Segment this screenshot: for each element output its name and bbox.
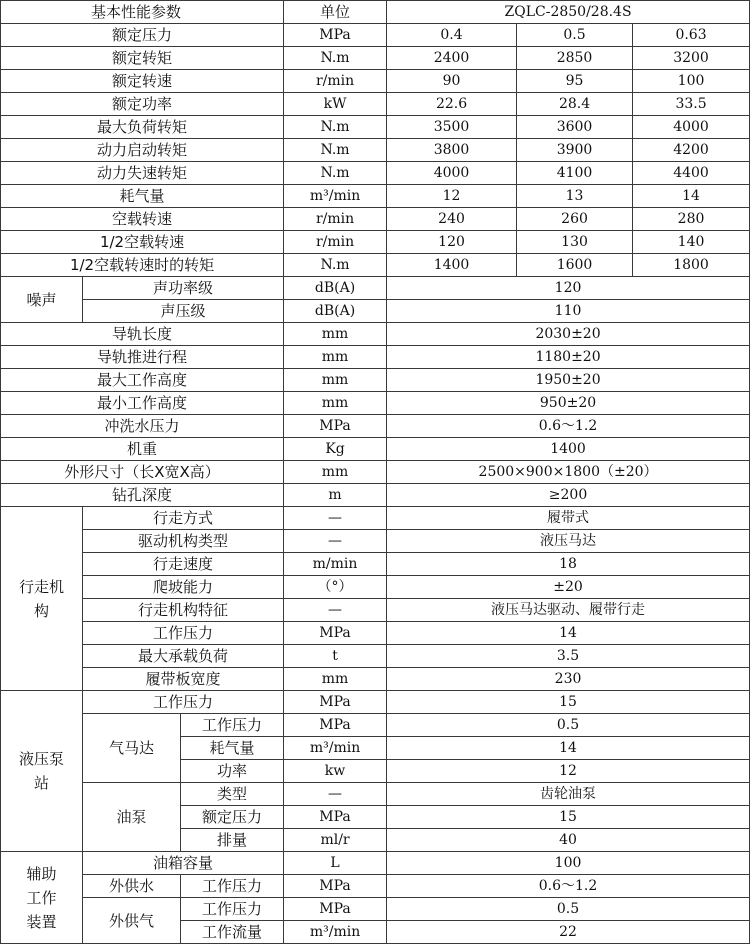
param-name: 行走方式 (83, 507, 284, 530)
param-value: 28.4 (517, 93, 633, 116)
param-unit: MPa (284, 415, 387, 438)
param-value: 950±20 (387, 392, 750, 415)
param-name: 爬坡能力 (83, 576, 284, 599)
param-name: 1/2空载转速 (1, 231, 284, 254)
travel-row (1, 645, 750, 668)
param-unit: mm (284, 346, 387, 369)
param-name: 最大负荷转矩 (1, 116, 284, 139)
param-name: 油箱容量 (83, 852, 284, 875)
param-unit: MPa (284, 806, 387, 829)
param-name: 工作压力 (181, 875, 284, 898)
param-unit: m³/min (284, 737, 387, 760)
param-value: 齿轮油泵 (387, 783, 750, 806)
param-name: 额定转矩 (1, 47, 284, 70)
param-unit: MPa (284, 898, 387, 921)
travel-row (1, 576, 750, 599)
param-value: 40 (387, 829, 750, 852)
perf-row (1, 139, 750, 162)
param-value: 130 (517, 231, 633, 254)
param-unit: MPa (284, 622, 387, 645)
param-unit: dB(A) (284, 277, 387, 300)
param-value: 4200 (633, 139, 750, 162)
param-name: 空载转速 (1, 208, 284, 231)
perf-row (1, 231, 750, 254)
param-name: 最大工作高度 (1, 369, 284, 392)
noise-row (1, 277, 750, 300)
perf-row (1, 185, 750, 208)
param-value: 4100 (517, 162, 633, 185)
perf-row (1, 24, 750, 47)
param-unit: N.m (284, 162, 387, 185)
sub-air-supply: 外供气 (83, 898, 181, 944)
param-value: 3500 (387, 116, 517, 139)
param-value: 90 (387, 70, 517, 93)
noise-row (1, 300, 750, 323)
aux-row (1, 898, 750, 921)
param-value: 3900 (517, 139, 633, 162)
param-name: 外形尺寸（长X宽X高） (1, 461, 284, 484)
param-value: 230 (387, 668, 750, 691)
param-unit: Kg (284, 438, 387, 461)
param-name: 动力启动转矩 (1, 139, 284, 162)
general-row (1, 415, 750, 438)
perf-row (1, 208, 750, 231)
param-value: 0.6～1.2 (387, 875, 750, 898)
param-unit: kw (284, 760, 387, 783)
param-name: 导轨推进行程 (1, 346, 284, 369)
perf-row (1, 47, 750, 70)
param-value: 14 (387, 737, 750, 760)
param-unit: dB(A) (284, 300, 387, 323)
param-value: 2400 (387, 47, 517, 70)
param-name: 排量 (181, 829, 284, 852)
param-unit: r/min (284, 208, 387, 231)
perf-row (1, 162, 750, 185)
sub-water-supply: 外供水 (83, 875, 181, 898)
param-value: 14 (633, 185, 750, 208)
param-unit: mm (284, 392, 387, 415)
param-value: 3800 (387, 139, 517, 162)
general-row (1, 438, 750, 461)
param-value: 22 (387, 921, 750, 944)
aux-row (1, 852, 750, 875)
general-row (1, 484, 750, 507)
param-value: 0.5 (387, 898, 750, 921)
param-name: 动力失速转矩 (1, 162, 284, 185)
param-unit: （°） (284, 576, 387, 599)
param-value: 33.5 (633, 93, 750, 116)
param-value: 15 (387, 806, 750, 829)
param-value: 3200 (633, 47, 750, 70)
param-unit: kW (284, 93, 387, 116)
param-unit: r/min (284, 231, 387, 254)
param-value: 120 (387, 231, 517, 254)
param-name: 行走速度 (83, 553, 284, 576)
param-value: 2030±20 (387, 323, 750, 346)
travel-row (1, 668, 750, 691)
travel-row (1, 530, 750, 553)
param-name: 额定功率 (1, 93, 284, 116)
param-value: 2850 (517, 47, 633, 70)
param-value: 140 (633, 231, 750, 254)
param-value: 3.5 (387, 645, 750, 668)
perf-row (1, 93, 750, 116)
sub-oil-pump: 油泵 (83, 783, 181, 852)
param-value: 0.63 (633, 24, 750, 47)
param-value: 4000 (387, 162, 517, 185)
param-value: 100 (633, 70, 750, 93)
param-value: 12 (387, 185, 517, 208)
param-name: 行走机构特征 (83, 599, 284, 622)
param-value: 1400 (387, 438, 750, 461)
param-unit: mm (284, 369, 387, 392)
param-name: 功率 (181, 760, 284, 783)
hydraulic-row (1, 691, 750, 714)
param-value: 0.5 (387, 714, 750, 737)
param-name: 钻孔深度 (1, 484, 284, 507)
param-value: ±20 (387, 576, 750, 599)
param-unit: MPa (284, 24, 387, 47)
param-value: 4000 (633, 116, 750, 139)
param-unit: N.m (284, 47, 387, 70)
travel-row (1, 599, 750, 622)
group-aux: 辅助工作装置 (1, 852, 83, 944)
param-name: 额定转速 (1, 70, 284, 93)
perf-row (1, 70, 750, 93)
general-row (1, 346, 750, 369)
header-unit: 单位 (284, 1, 387, 24)
param-name: 导轨长度 (1, 323, 284, 346)
param-unit: mm (284, 323, 387, 346)
param-value: 95 (517, 70, 633, 93)
param-value: 100 (387, 852, 750, 875)
param-unit: N.m (284, 254, 387, 277)
param-value: 液压马达驱动、履带行走 (387, 599, 750, 622)
aux-row (1, 875, 750, 898)
perf-row (1, 254, 750, 277)
param-name: 工作流量 (181, 921, 284, 944)
hydraulic-row (1, 714, 750, 737)
travel-row (1, 553, 750, 576)
header-param: 基本性能参数 (1, 1, 284, 24)
param-name: 最小工作高度 (1, 392, 284, 415)
group-noise: 噪声 (1, 277, 83, 323)
param-name: 驱动机构类型 (83, 530, 284, 553)
param-value: 260 (517, 208, 633, 231)
param-value: 履带式 (387, 507, 750, 530)
param-value: 12 (387, 760, 750, 783)
param-name: 机重 (1, 438, 284, 461)
param-value: 110 (387, 300, 750, 323)
param-value: 18 (387, 553, 750, 576)
param-value: 14 (387, 622, 750, 645)
param-unit: MPa (284, 714, 387, 737)
param-value: 1600 (517, 254, 633, 277)
group-travel: 行走机构 (1, 507, 83, 691)
param-unit: N.m (284, 139, 387, 162)
param-name: 工作压力 (83, 691, 284, 714)
header-row (1, 1, 750, 24)
param-unit: — (284, 507, 387, 530)
param-unit: t (284, 645, 387, 668)
param-unit: ml/r (284, 829, 387, 852)
general-row (1, 323, 750, 346)
param-name: 额定压力 (181, 806, 284, 829)
param-unit: — (284, 599, 387, 622)
param-value: 1800 (633, 254, 750, 277)
param-unit: m³/min (284, 185, 387, 208)
param-unit: m³/min (284, 921, 387, 944)
param-value: 240 (387, 208, 517, 231)
param-unit: N.m (284, 116, 387, 139)
param-value: 0.4 (387, 24, 517, 47)
general-row (1, 392, 750, 415)
param-unit: m (284, 484, 387, 507)
param-unit: r/min (284, 70, 387, 93)
param-unit: MPa (284, 875, 387, 898)
param-value: 15 (387, 691, 750, 714)
param-name: 工作压力 (181, 898, 284, 921)
hydraulic-row (1, 783, 750, 806)
param-value: 1950±20 (387, 369, 750, 392)
param-value: 1180±20 (387, 346, 750, 369)
param-name: 最大承载负荷 (83, 645, 284, 668)
param-value: 280 (633, 208, 750, 231)
param-name: 工作压力 (181, 714, 284, 737)
param-name: 1/2空载转速时的转矩 (1, 254, 284, 277)
param-value: 液压马达 (387, 530, 750, 553)
param-name: 耗气量 (181, 737, 284, 760)
param-name: 类型 (181, 783, 284, 806)
perf-row (1, 116, 750, 139)
param-unit: m/min (284, 553, 387, 576)
travel-row (1, 507, 750, 530)
param-unit: L (284, 852, 387, 875)
general-row (1, 461, 750, 484)
param-value: 1400 (387, 254, 517, 277)
param-unit: MPa (284, 691, 387, 714)
param-unit: — (284, 530, 387, 553)
param-value: ≥200 (387, 484, 750, 507)
header-model: ZQLC-2850/28.4S (387, 1, 750, 24)
param-name: 冲洗水压力 (1, 415, 284, 438)
param-unit: mm (284, 668, 387, 691)
param-value: 120 (387, 277, 750, 300)
param-value: 2500×900×1800（±20） (387, 461, 750, 484)
param-name: 工作压力 (83, 622, 284, 645)
param-name: 履带板宽度 (83, 668, 284, 691)
param-unit: — (284, 783, 387, 806)
param-value: 4400 (633, 162, 750, 185)
general-row (1, 369, 750, 392)
param-name: 额定压力 (1, 24, 284, 47)
param-value: 0.5 (517, 24, 633, 47)
group-hydraulic: 液压泵站 (1, 691, 83, 852)
param-name: 耗气量 (1, 185, 284, 208)
param-name: 声压级 (83, 300, 284, 323)
sub-air-motor: 气马达 (83, 714, 181, 783)
param-name: 声功率级 (83, 277, 284, 300)
param-value: 13 (517, 185, 633, 208)
travel-row (1, 622, 750, 645)
param-value: 0.6～1.2 (387, 415, 750, 438)
param-value: 3600 (517, 116, 633, 139)
param-unit: mm (284, 461, 387, 484)
param-value: 22.6 (387, 93, 517, 116)
